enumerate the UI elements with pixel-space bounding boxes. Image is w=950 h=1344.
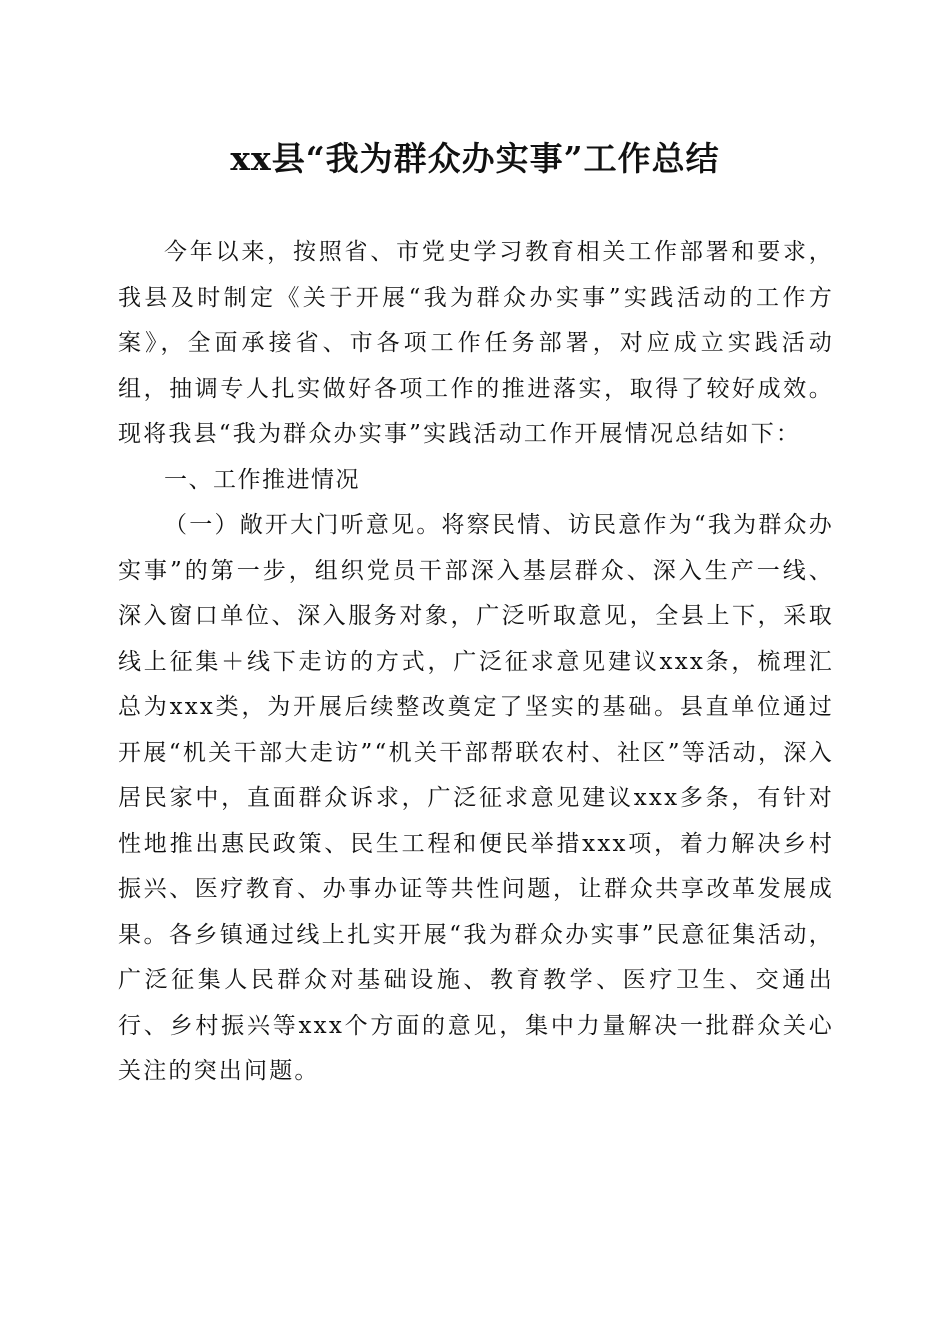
document-title: xx县“我为群众办实事”工作总结 <box>230 139 720 178</box>
section-heading: 一、工作推进情况 <box>164 466 360 493</box>
body-paragraph: （一）敞开大门听意见。将察民情、访民意作为“我为群众办实事”的第一步，组织党员干部深入基层群众、深入生产一线、深入窗口单位、深入服务对象，广泛听取意见，全县上下，采取线上征集＋线下走访的方式，广泛征求意见建议xxx条，梳理汇总为xxx类，为开展后续整改奠定了坚实的基础。县直单位通过开展“机关干部大走访”“机关干部帮联农村、社区”等活动，深入居民家中，直面群众诉求，广泛征求意见建议xxx多条，有针对性地推出惠民政策、民生工程和便民举措xxx项，着力解决乡村振兴、医疗教育、办事办证等共性问题，让群众共享改革发展成果。各乡镇通过线上扎实开展“我为群众办实事”民意征集活动，广泛征集人民群众对基础设施、教育教学、医疗卫生、交通出行、乡村振兴等xxx个方面的意见，集中力量解决一批群众关心关注的突出问题。 <box>118 512 834 1084</box>
document-body <box>118 230 834 1095</box>
intro-paragraph: 今年以来，按照省、市党史学习教育相关工作部署和要求，我县及时制定《关于开展“我为群众办实事”实践活动的工作方案》，全面承接省、市各项工作任务部署，对应成立实践活动组，抽调专人扎实做好各项工作的推进落实，取得了较好成效。现将我县“我为群众办实事”实践活动工作开展情况总结如下： <box>118 239 834 447</box>
